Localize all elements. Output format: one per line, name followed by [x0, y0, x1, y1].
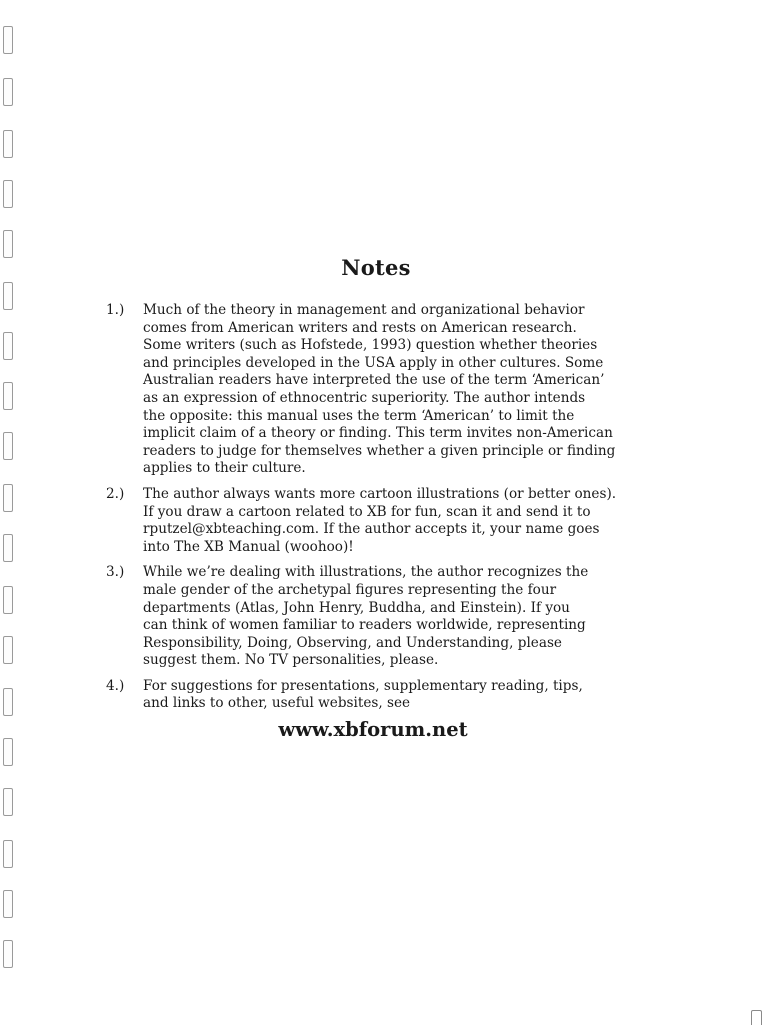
note-line: male gender of the archetypal figures representing the four [143, 581, 557, 598]
note-line: can think of women familiar to readers worldwide, representing [143, 617, 586, 634]
binding-hole [3, 788, 13, 816]
note-number: 2.) [106, 485, 125, 502]
note-number: 4.) [106, 677, 125, 694]
binding-hole [3, 586, 13, 614]
note-item-1 [106, 302, 666, 478]
page-title: Notes [341, 255, 411, 281]
binding-hole [3, 382, 13, 410]
note-line: Some writers (such as Hofstede, 1993) question whether theories [143, 337, 598, 354]
binding-hole [3, 940, 13, 968]
binding-hole [3, 484, 13, 512]
note-number: 3.) [106, 564, 125, 581]
binding-hole [3, 534, 13, 562]
note-line: and principles developed in the USA apply in other cultures. Some [143, 354, 604, 371]
binding-hole [3, 26, 13, 54]
binding-holes [3, 0, 17, 1024]
note-line: as an expression of ethnocentric superiority. The author intends [143, 389, 586, 406]
note-number: 1.) [106, 302, 125, 318]
note-item-2 [106, 486, 666, 556]
binding-hole [3, 282, 13, 310]
note-line: departments (Atlas, John Henry, Buddha, and Einstein). If you [143, 599, 570, 616]
note-line: readers to judge for themselves whether a given principle or finding [143, 442, 616, 459]
note-item-3 [106, 564, 666, 670]
binding-hole [3, 130, 13, 158]
binding-hole [3, 78, 13, 106]
note-line: implicit claim of a theory or finding. This term invites non-American [143, 425, 613, 442]
note-line: The author always wants more cartoon illustrations (or better ones). [143, 485, 617, 502]
binding-hole [3, 432, 13, 460]
note-line: Much of the theory in management and organizational behavior [143, 302, 585, 318]
note-line: While we’re dealing with illustrations, the author recognizes the [143, 564, 589, 581]
note-line: If you draw a cartoon related to XB for fun, scan it and send it to [143, 503, 591, 520]
binding-hole [3, 688, 13, 716]
website-link[interactable]: www.xbforum.net [278, 718, 468, 741]
note-item-4 [106, 678, 666, 713]
note-line: rputzel@xbteaching.com. If the author accepts it, your name goes [143, 521, 600, 538]
note-line: into The XB Manual (woohoo)! [143, 538, 354, 555]
note-line: applies to their culture. [143, 460, 306, 477]
binding-hole [3, 180, 13, 208]
note-line: Responsibility, Doing, Observing, and Understanding, please [143, 634, 562, 651]
binding-hole [3, 840, 13, 868]
binding-hole [3, 230, 13, 258]
notes-list [106, 302, 666, 721]
note-line: For suggestions for presentations, supplementary reading, tips, [143, 677, 583, 694]
note-line: and links to other, useful websites, see [143, 695, 411, 712]
binding-hole [3, 636, 13, 664]
note-line: the opposite: this manual uses the term ‘American’ to limit the [143, 407, 575, 424]
note-line: comes from American writers and rests on American research. [143, 319, 577, 336]
note-line: Australian readers have interpreted the use of the term ‘American’ [143, 372, 605, 389]
corner-mark [751, 1010, 762, 1025]
binding-hole [3, 890, 13, 918]
note-line: suggest them. No TV personalities, please. [143, 652, 439, 669]
binding-hole [3, 332, 13, 360]
binding-hole [3, 738, 13, 766]
